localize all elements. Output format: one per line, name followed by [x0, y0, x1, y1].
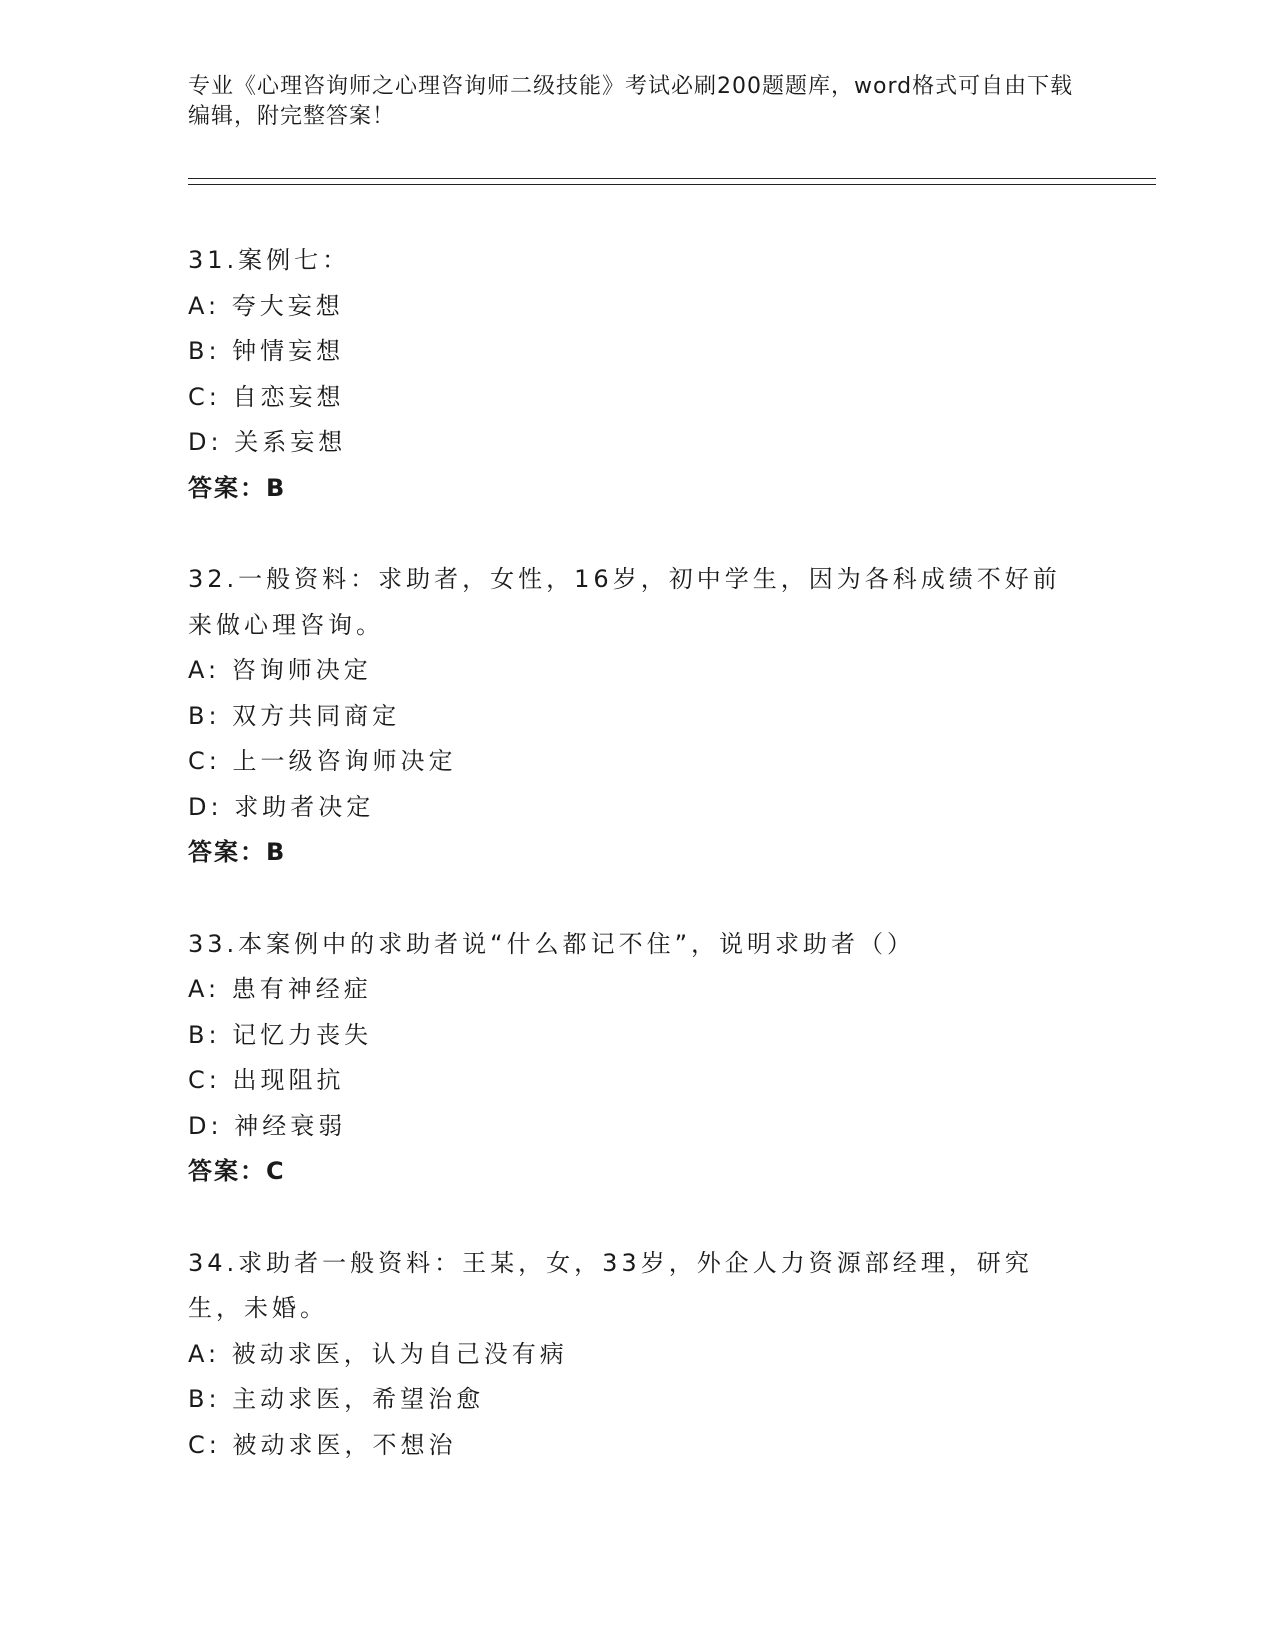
header-divider-bottom — [188, 184, 1156, 185]
question-stem: 32.一般资料：求助者，女性，16岁，初中学生，因为各科成绩不好前来做心理咨询。 — [188, 565, 1061, 639]
option-d: D: 神经衰弱 — [188, 1111, 347, 1140]
option-c: C: 出现阻抗 — [188, 1066, 345, 1094]
option-b: B: 钟情妄想 — [188, 337, 345, 365]
option-c: C: 自恋妄想 — [188, 382, 345, 411]
option-b: B: 双方共同商定 — [188, 701, 401, 730]
document-intro: 专业《心理咨询师之心理咨询师二级技能》考试必刷200题题库，word格式可自由下载编辑，附完整答案！ — [188, 74, 1074, 129]
question-31 — [188, 238, 1088, 511]
option-a: A: 咨询师决定 — [188, 656, 372, 684]
question-stem: 34.求助者一般资料：王某，女，33岁，外企人力资源部经理，研究生，未婚。 — [188, 1248, 1033, 1322]
question-list — [188, 238, 1088, 1514]
option-b: B: 主动求医，希望治愈 — [188, 1385, 485, 1413]
answer-line: 答案：C — [188, 1157, 286, 1185]
question-33 — [188, 922, 1088, 1195]
header-divider-top — [188, 178, 1156, 179]
question-stem: 31.案例七： — [188, 246, 351, 274]
question-32 — [188, 557, 1088, 876]
question-34 — [188, 1241, 1088, 1469]
option-a: A: 被动求医，认为自己没有病 — [188, 1339, 568, 1368]
question-stem: 33.本案例中的求助者说“什么都记不住”，说明求助者（） — [188, 929, 916, 958]
answer-line: 答案：B — [188, 838, 287, 866]
option-a: A: 夸大妄想 — [188, 291, 344, 320]
option-b: B: 记忆力丧失 — [188, 1020, 373, 1049]
option-d: D: 求助者决定 — [188, 792, 375, 821]
option-c: C: 上一级咨询师决定 — [188, 747, 457, 775]
option-a: A: 患有神经症 — [188, 975, 372, 1003]
option-d: D: 关系妄想 — [188, 428, 347, 456]
option-c: C: 被动求医，不想治 — [188, 1430, 457, 1459]
answer-line: 答案：B — [188, 473, 287, 502]
